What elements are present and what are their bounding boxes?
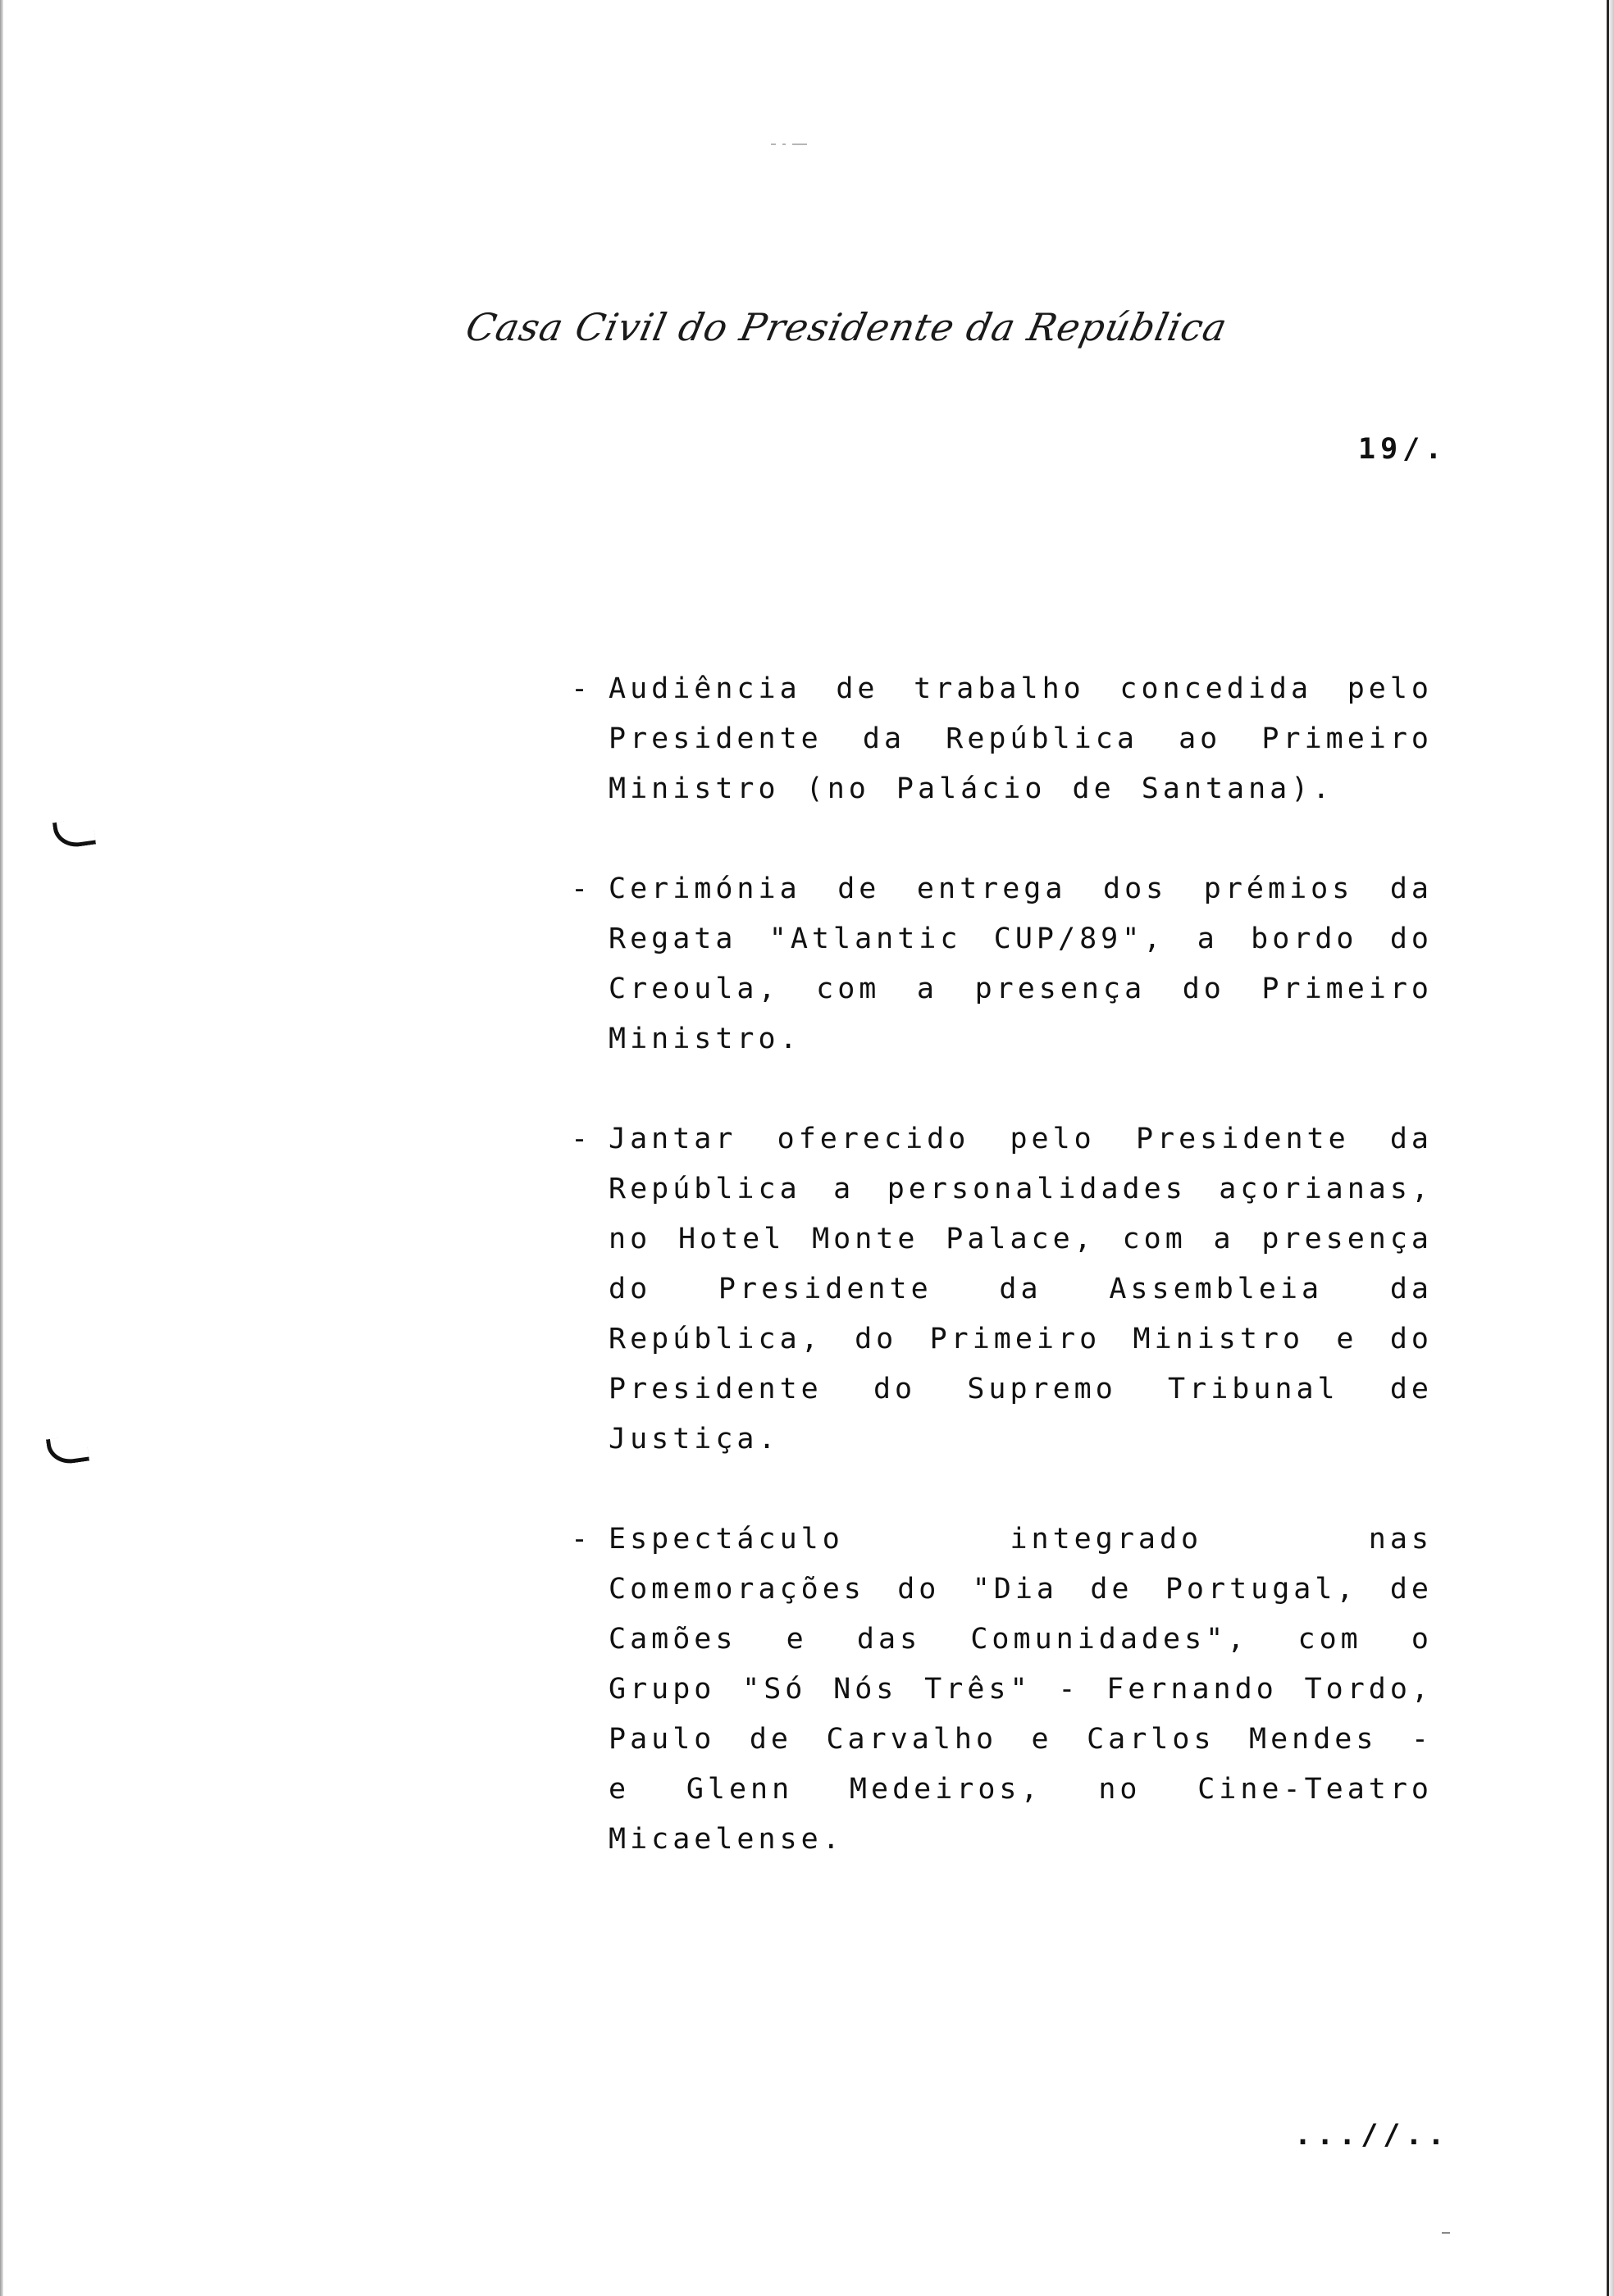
list-dash: - xyxy=(571,872,589,905)
list-dash: - xyxy=(571,672,589,705)
scan-edge-right xyxy=(1607,0,1609,2296)
list-dash: - xyxy=(571,1523,589,1556)
letterhead: Casa Civil do Presidente da República xyxy=(462,305,1232,349)
list-item-text: Espectáculo integrado nas Comemorações do "Dia de Portugal, de Camões e das Comunidades", com o Grupo "Só Nós Três" - Fernando Tordo, Paulo de Carvalho e Carlos Mendes - e Glenn Medeiros, no Cine-Teatro Micaelense. xyxy=(609,1523,1433,1856)
list-item xyxy=(566,1515,1443,1865)
margin-check-mark xyxy=(52,818,96,850)
scan-edge-right-shadow xyxy=(1609,0,1614,2296)
scan-speck xyxy=(1442,2232,1450,2234)
list-item xyxy=(566,664,1443,814)
list-dash: - xyxy=(571,1123,589,1155)
list-item xyxy=(566,1114,1443,1465)
list-item-text: Jantar oferecido pelo Presidente da República a personalidades açorianas, no Hotel Monte Palace, com a presença do Presidente da Assembleia da República, do Primeiro Ministro e do Presidente do Supremo Tribunal de Justiça. xyxy=(609,1123,1433,1456)
margin-check-mark xyxy=(46,1434,89,1466)
continuation-mark: ...//.. xyxy=(1294,2119,1450,2152)
scan-edge-left xyxy=(0,0,3,2296)
page-number: 19/. xyxy=(1358,433,1448,466)
list-item-text: Audiência de trabalho concedida pelo Presidente da República ao Primeiro Ministro (no Palácio de Santana). xyxy=(609,672,1433,805)
event-list xyxy=(566,664,1443,1915)
scan-specks xyxy=(771,144,828,147)
list-item xyxy=(566,864,1443,1064)
list-item-text: Cerimónia de entrega dos prémios da Regata "Atlantic CUP/89", a bordo do Creoula, com a presença do Primeiro Ministro. xyxy=(609,872,1433,1055)
